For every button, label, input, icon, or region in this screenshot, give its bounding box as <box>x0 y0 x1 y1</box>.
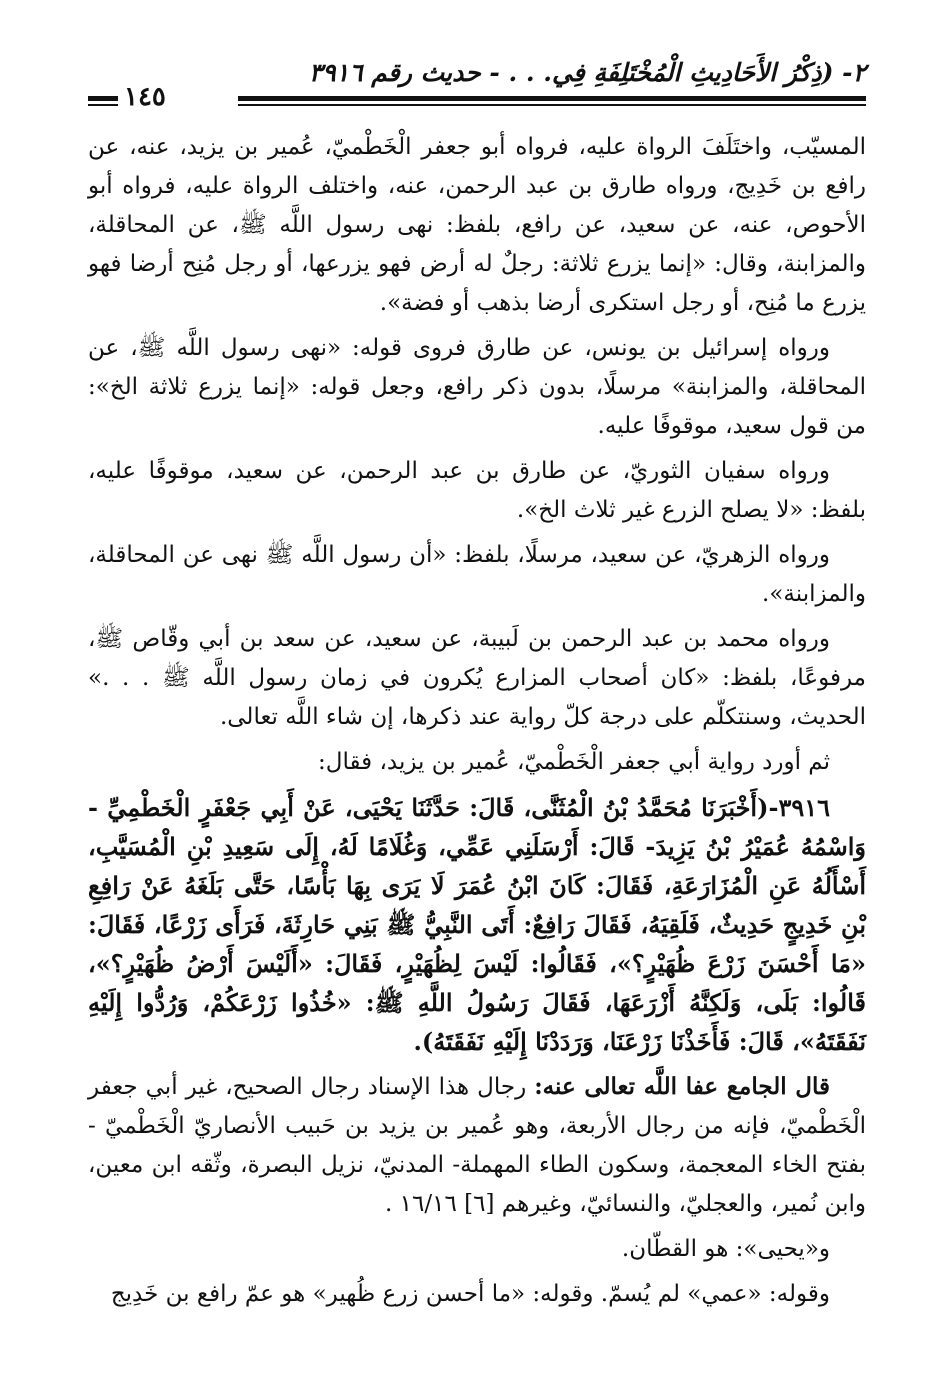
yahya-note: و«يحيى»: هو القطّان. <box>621 1236 830 1262</box>
header-rule-left-thin <box>88 104 118 106</box>
page-number: ١٤٥ <box>118 82 172 112</box>
hadith-text: (أَخْبَرَنَا مُحَمَّدُ بْنُ الْمُثَنَّى، قَالَ: حَدَّثَنَا يَحْيَى، عَنْ أَبِي جَعْفَرٍ الْخَطْمِيِّ - وَاسْمُهُ عُمَيْرُ بْنُ يَزِيدَ- قَالَ: أَرْسَلَنِي عَمِّي، وَغُلَامًا لَهُ، إِلَى سَعِيدِ بْنِ الْمُسَيَّبِ، أَسْأَلُهُ عَنِ الْمُزَارَعَةِ، فَقَالَ: كَانَ ابْنُ عُمَرَ لَا يَرَى بِهَا بَأْسًا، حَتَّى بَلَغَهُ عَنْ رَافِعِ بْنِ خَدِيجٍ حَدِيثٌ، فَلَقِيَهُ، فَقَالَ رَافِعٌ: أَتَى النَّبِيُّ ﷺ بَنِي حَارِثَةَ، فَرَأَى زَرْعًا، فَقَالَ: «مَا أَحْسَنَ زَرْعَ ظُهَيْرٍ؟»، فَقَالُوا: لَيْسَ لِظُهَيْرٍ، فَقَالَ: «أَلَيْسَ أَرْضُ ظُهَيْرٍ؟»، قَالُوا: بَلَى، وَلَكِنَّهُ أَزْرَعَهَا، فَقَالَ رَسُولُ اللَّهِ ﷺ: «خُذُوا زَرْعَكُمْ، وَرُدُّوا إِلَيْهِ نَفَقَتَهُ»، قَالَ: فَأَخَذْنَا زَرْعَنَا، وَرَدَدْنَا إِلَيْهِ نَفَقَتَهُ). <box>88 793 866 1056</box>
hadith-number: ٣٩١٦- <box>768 793 830 822</box>
commentary-text: رجال هذا الإسناد رجال الصحيح، غير أبي جعفر الْخَطْميّ، فإنه من رجال الأربعة، وهو عُمير بن يزيد بن حَبيب الأنصاريّ الْخَطْميّ - بفتح الخاء المعجمة، وسكون الطاء المهملة- المدنيّ، نزيل البصرة، وثّقه ابن معين، وابن نُمير، والعجليّ، والنسائيّ، وغيرهم [٦] ١٦/١٦ . <box>88 1074 866 1217</box>
running-title: ٢- (ذِكْرُ الأَحَادِيثِ الْمُخْتَلِفَةِ فِي. . . - حديث رقم ٣٩١٦ <box>308 58 866 87</box>
paragraph-6: ثم أورد رواية أبي جعفر الْخَطْميّ، عُمير بن يزيد، فقال: <box>318 749 830 775</box>
commentary-paragraph <box>88 1067 866 1224</box>
commentary-lead: قال الجامع عفا اللَّه تعالى عنه: <box>534 1073 830 1100</box>
page-body <box>88 128 866 1320</box>
paragraph-2: ورواه إسرائيل بن يونس، عن طارق فروى قوله: «نهى رسول اللَّه ﷺ، عن المحاقلة، والمزابنة» مرسلًا، بدون ذكر رافع، وجعل قوله: «إنما يزرع ثلاثة الخ»: من قول سعيد، موقوفًا عليه. <box>88 335 866 439</box>
paragraph-1: المسيّب، واختَلَفَ الرواة عليه، فرواه أبو جعفر الْخَطْميّ، عُمير بن يزيد، عنه، عن رافع بن خَدِيج، ورواه طارق بن عبد الرحمن، عنه، واختلف الرواة عليه، فرواه أبو الأحوص، عنه، عن سعيد، عن رافع، بلفظ: نهى رسول اللَّه ﷺ، عن المحاقلة، والمزابنة، وقال: «إنما يزرع ثلاثة: رجلٌ له أرض فهو يزرعها، أو رجل مُنِح أرضا فهو يزرع ما مُنِح، أو رجل استكرى أرضا بذهب أو فضة». <box>88 134 866 316</box>
paragraph-4: ورواه الزهريّ، عن سعيد، مرسلًا، بلفظ: «أن رسول اللَّه ﷺ نهى عن المحاقلة، والمزابنة». <box>88 542 866 607</box>
header-rule-thick <box>238 96 866 101</box>
paragraph-5: ورواه محمد بن عبد الرحمن بن لَبيبة، عن سعيد، عن سعد بن أبي وقّاص ﷺ، مرفوعًا، بلفظ: «كان أصحاب المزارع يُكرون في زمان رسول اللَّه ﷺ . . .» الحديث، وسنتكلّم على درجة كلّ رواية عند ذكرها، إن شاء اللَّه تعالى. <box>88 626 866 730</box>
header-rule-left-thick <box>88 96 118 101</box>
hadith-block <box>88 788 866 1061</box>
last-line: وقوله: «عمي» لم يُسمّ. وقوله: «ما أحسن زرع ظُهير» هو عمّ رافع بن خَدِيج <box>110 1281 830 1307</box>
paragraph-3: ورواه سفيان الثوريّ، عن طارق بن عبد الرحمن، عن سعيد، موقوفًا عليه، بلفظ: «لا يصلح الزرع غير ثلاث الخ». <box>88 458 866 523</box>
page-header <box>88 52 866 112</box>
header-rule-thin <box>238 104 866 106</box>
